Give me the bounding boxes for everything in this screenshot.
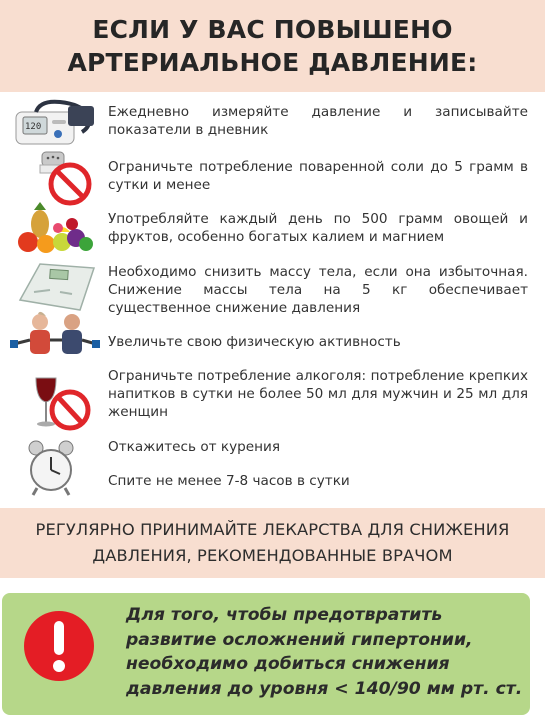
warning-line-1: Для того, чтобы предотвратить — [126, 605, 443, 625]
bathroom-scale-icon — [10, 258, 100, 314]
list-item-weight — [0, 258, 545, 318]
title-line-1: ЕСЛИ У ВАС ПОВЫШЕНО — [92, 15, 453, 44]
blood-pressure-monitor-icon — [10, 98, 100, 150]
warning-box — [2, 593, 530, 715]
item-text-measure: Ежедневно измеряйте давление и записывайте показатели в дневник — [108, 104, 528, 138]
list-item-alcohol — [0, 366, 545, 436]
list-item-activity — [0, 310, 545, 366]
list-item-limit-salt — [0, 150, 545, 206]
list-item-measure-pressure — [0, 96, 545, 152]
list-item-fruits — [0, 202, 545, 258]
warning-text — [126, 603, 526, 701]
title-banner — [0, 0, 545, 92]
item-text-fruits: Употребляйте каждый день по 500 грамм овощей и фруктов, особенно богатых калием и магнием — [108, 211, 528, 245]
svg-text:120: 120 — [25, 122, 42, 132]
no-alcohol-icon — [10, 374, 100, 434]
list-item-sleep — [0, 470, 545, 494]
fruits-vegetables-icon — [10, 202, 100, 258]
warning-line-3: необходимо добиться снижения — [126, 654, 450, 674]
item-text-alcohol: Ограничьте потребление алкоголя: потребление крепких напитков в сутки не более 50 мл для мужчин и 25 мл для женщин — [108, 368, 528, 420]
title-line-2: АРТЕРИАЛЬНОЕ ДАВЛЕНИЕ: — [67, 48, 478, 77]
exercise-people-icon — [10, 310, 100, 366]
medication-banner — [0, 508, 545, 578]
warning-line-4: давления до уровня < 140/90 мм рт. ст. — [126, 678, 523, 699]
exclamation-icon — [22, 609, 96, 687]
item-text-smoking: Откажитесь от курения — [108, 439, 281, 455]
item-text-sleep: Спите не менее 7-8 часов в сутки — [108, 473, 350, 489]
item-text-salt: Ограничьте потребление поваренной соли до 5 грамм в сутки и менее — [108, 159, 528, 193]
item-text-activity: Увеличьте свою физическую активность — [108, 334, 401, 350]
no-salt-icon — [10, 150, 100, 206]
warning-line-2: развитие осложнений гипертонии, — [126, 629, 473, 650]
banner-line-1: РЕГУЛЯРНО ПРИНИМАЙТЕ ЛЕКАРСТВА ДЛЯ СНИЖЕНИЯ — [35, 520, 510, 539]
item-text-weight: Необходимо снизить массу тела, если она избыточная. Снижение массы тела на 5 кг обеспечивает существенное снижение давления — [108, 264, 528, 316]
banner-line-2: ДАВЛЕНИЯ, РЕКОМЕНДОВАННЫЕ ВРАЧОМ — [92, 546, 453, 565]
